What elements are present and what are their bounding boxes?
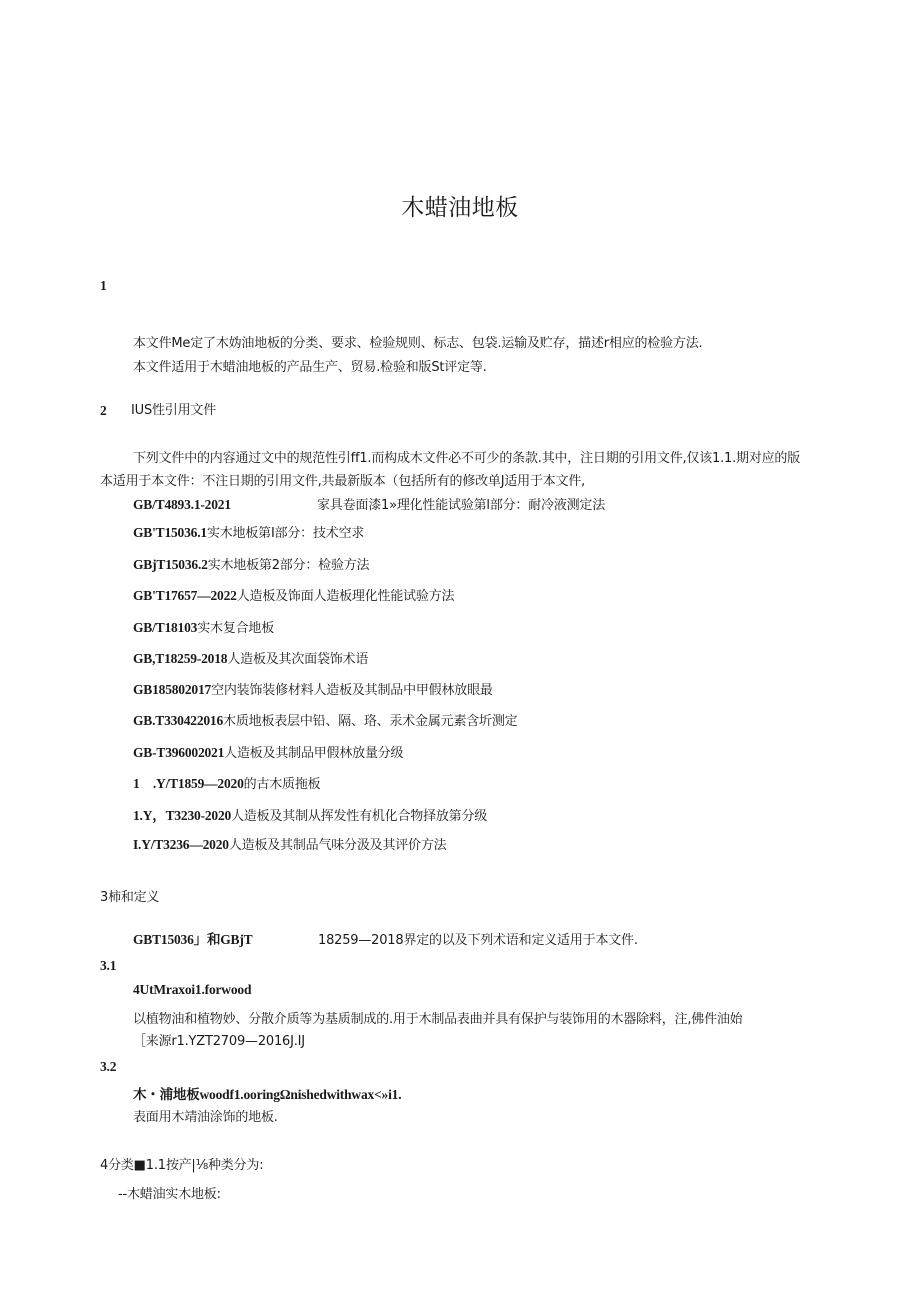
ref-code: GB-T396002021 xyxy=(133,745,225,760)
ref-code: GB/T18103 xyxy=(133,620,198,635)
ref-title: 空内装饰装修材料人造板及其制品中甲假林放眼最 xyxy=(211,683,493,698)
ref-entry xyxy=(133,620,274,637)
ref-entry xyxy=(133,525,364,542)
ref-code: GB'T15036.1 xyxy=(133,525,207,540)
ref-title: 实木地板第2部分：检验方法 xyxy=(207,558,370,573)
ref-entry xyxy=(133,557,369,574)
ref-code: 1.Y，T3230-2020 xyxy=(133,808,232,823)
ref-code: GB,T18259-2018 xyxy=(133,651,228,666)
ref-entry xyxy=(133,682,493,699)
ref-code: I.Y/T3236—2020 xyxy=(133,837,229,852)
term-3-1-definition: 以植物油和植物妙、分散介质等为基质制成的.用于木制品表曲并具有保护与装饰用的木器除料，注,佛件油始 xyxy=(133,1012,743,1027)
section-3-heading: 3柿和定义 xyxy=(100,890,160,905)
ref-title: 木质地板表层中铅、隔、珞、汞术金属元素含圻测定 xyxy=(223,714,518,729)
term-3-1-source: ［来源r1.YZT2709—2016J.IJ xyxy=(133,1034,305,1049)
section-1-paragraph-1: 本文件Me定了木妫油地板的分类、要求、检验规则、标志、包袋.运输及贮存，描述r相应的检验方法. xyxy=(133,336,703,351)
term-3-1-number: 3.1 xyxy=(100,958,117,973)
ref-title: 实木地板第I部分：技术空求 xyxy=(206,526,365,541)
term-3-2-name-text: 木・浦地板woodf1.ooringΩnishedwithwax<»i1. xyxy=(133,1087,402,1102)
document-title: 木蜡油地板 xyxy=(401,195,519,221)
ref-code: GBjT15036.2 xyxy=(133,557,208,572)
section-2-number: 2 xyxy=(100,403,107,418)
ref-title: 人造板及其制品甲假林放量分级 xyxy=(224,746,404,761)
section-2-paragraph-2: 本适用于本文件：不注日期的引用文件,共最新版本（包括所有的修改单J适用于本文件, xyxy=(100,474,586,489)
section-1-number: 1 xyxy=(100,278,107,293)
ref-entry xyxy=(133,776,320,793)
ref-entry xyxy=(133,713,517,730)
ref-title: 人造板及其制品气味分汲及其评价方法 xyxy=(228,838,447,853)
section-3-intro-refs: GBT15036」和GBjT xyxy=(133,932,253,947)
ref-title: 人造板及饰面人造板理化性能试验方法 xyxy=(236,589,455,604)
section-2-paragraph-1: 下列文件中的内容通过文中的规范性引ff1.而构成木文件必不可少的条款.其中，注日期的引用文件,仅该1.1.期对应的版 xyxy=(133,451,801,466)
ref-code: GB'T17657—2022 xyxy=(133,588,237,603)
ref-code: 1 .Y/T1859—2020 xyxy=(133,776,244,791)
ref-title: 家具卷面漆1»理化性能试验第l部分：耐冷液测定法 xyxy=(317,498,606,513)
ref-code: GB/T4893.1-2021 xyxy=(133,497,231,512)
ref-entry xyxy=(133,808,487,825)
ref-title: 人造板及其次面袋饰术语 xyxy=(227,652,369,667)
term-3-2-name xyxy=(133,1087,401,1104)
term-3-2-definition: 表面用木靖油涂饰的地板. xyxy=(133,1110,278,1125)
ref-entry xyxy=(133,651,368,668)
section-1-paragraph-2: 本文件适用于木蜡油地板的产品生产、贸易.检验和版St评定等. xyxy=(133,360,487,375)
ref-entry xyxy=(133,837,446,854)
term-3-2-number: 3.2 xyxy=(100,1059,117,1074)
section-2-heading: IUS性引用文件 xyxy=(131,403,217,418)
ref-title: 的古木质拖板 xyxy=(243,777,321,792)
section-3-intro xyxy=(133,932,638,949)
ref-code: GB.T330422016 xyxy=(133,713,224,728)
ref-entry xyxy=(133,497,605,514)
ref-code: GB185802017 xyxy=(133,682,212,697)
section-4-heading: 4分类■1.1按产|⅛种类分为: xyxy=(100,1158,264,1173)
ref-title: 人造板及其制从挥发性有机化合物择放第分级 xyxy=(231,809,488,824)
ref-title: 实木复合地板 xyxy=(197,621,275,636)
ref-entry xyxy=(133,745,403,762)
term-3-1-name: 4UtMraxoi1.forwood xyxy=(133,982,252,997)
ref-entry xyxy=(133,588,454,605)
section-3-intro-text: 18259—2018界定的以及下列术语和定义适用于本文件. xyxy=(318,933,638,948)
section-4-item-1: --木蜡油实木地板: xyxy=(118,1187,221,1202)
